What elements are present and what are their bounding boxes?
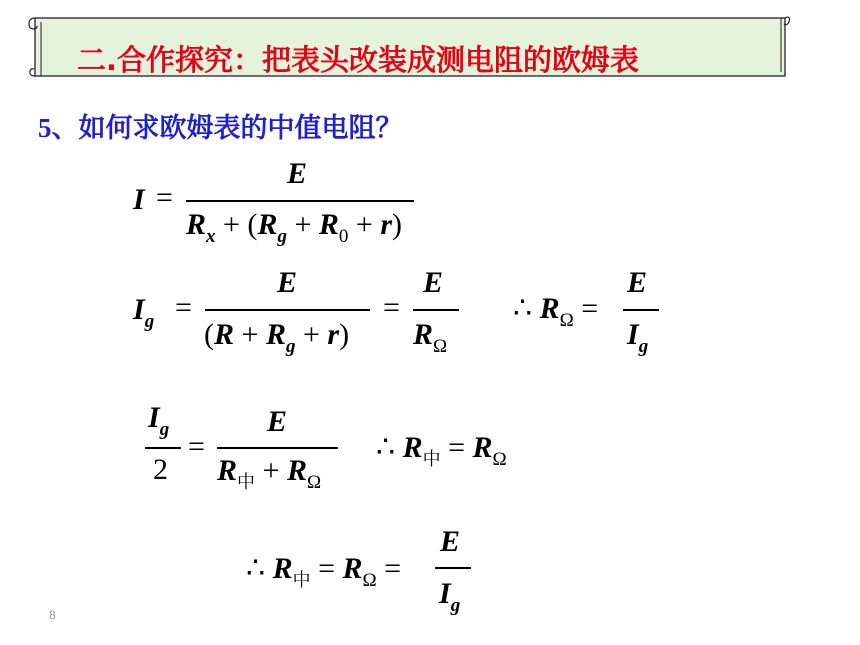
title-banner — [27, 14, 790, 80]
question-number: 5 — [38, 113, 52, 143]
question-heading — [38, 106, 403, 145]
page-number: 8 — [49, 608, 56, 622]
question-text: 、如何求欧姆表的中值电阻？ — [51, 113, 403, 144]
banner-title: 二.合作探究：把表头改装成测电阻的欧姆表 — [77, 43, 640, 77]
